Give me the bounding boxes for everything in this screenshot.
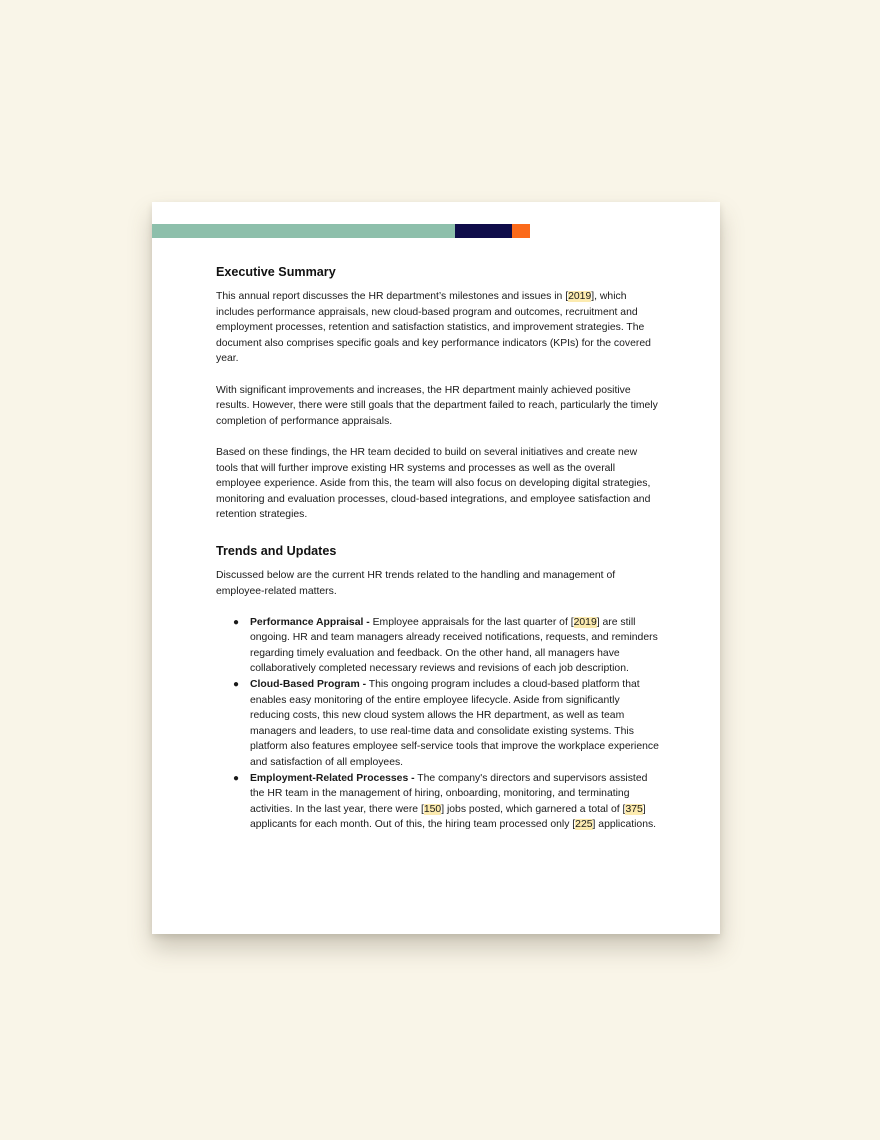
- document-content: [216, 264, 660, 833]
- accent-bar-sage-segment: [152, 224, 455, 238]
- list-item-employment-processes: ● Employment-Related Processes - The company's directors and supervisors assisted the HR team in the management of hiring, onboarding, monitoring, and terminating activities. In the last year, there were [150] jobs posted, which garnered a total of [375] applicants for each month. Out of this, the hiring team processed only [225] applications.: [233, 772, 657, 831]
- executive-summary-paragraph-3: Based on these findings, the HR team decided to build on several initiatives and create new tools that will further improve existing HR systems and processes as well as the overall employee experience. Aside from this, the team will also focus on developing digital strategies, monitoring and evaluation processes, cloud-based integrations, and employee satisfaction and retention strategies.: [216, 446, 651, 521]
- trends-intro: Discussed below are the current HR trends related to the handling and management of employee-related matters.: [216, 569, 616, 597]
- applicants-placeholder: 375: [625, 803, 643, 815]
- accent-bar-navy-segment: [455, 224, 512, 238]
- bullet-icon: ●: [233, 679, 240, 691]
- year-placeholder: 2019: [573, 616, 597, 628]
- bullet-icon: ●: [233, 616, 240, 628]
- trends-list: [216, 615, 660, 833]
- list-item-title: Cloud-Based Program -: [250, 679, 367, 691]
- list-item-performance-appraisal: ● Performance Appraisal - Employee appraisals for the last quarter of [2019] are still ongoing. HR and team managers already received notifications, requests, and reminders regarding timely evaluation and feedback. On the other hand, all managers have collaboratively completed necessary reviews and revisions of each job description.: [233, 616, 658, 675]
- header-accent-bar: [152, 224, 530, 238]
- trends-heading: Trends and Updates: [216, 543, 337, 558]
- executive-summary-heading: Executive Summary: [216, 265, 336, 279]
- document-page: [152, 202, 720, 934]
- list-item-title: Employment-Related Processes -: [250, 772, 415, 784]
- accent-bar-orange-segment: [512, 224, 530, 238]
- executive-summary-paragraph-1: This annual report discusses the HR department’s milestones and issues in [2019], which includes performance appraisals, new cloud-based program and outcomes, recruitment and employment processes, retention and satisfaction statistics, and improvement strategies. The document also comprises specific goals and key performance indicators (KPIs) for the covered year.: [216, 291, 651, 365]
- jobs-posted-placeholder: 150: [423, 803, 442, 815]
- list-item-title: Performance Appraisal -: [250, 616, 370, 628]
- bullet-icon: ●: [233, 772, 240, 784]
- executive-summary-paragraph-2: With significant improvements and increases, the HR department mainly achieved positive results. However, there were still goals that the department failed to reach, particularly the timely completion of performance appraisals.: [216, 384, 658, 427]
- processed-placeholder: 225: [575, 819, 593, 831]
- year-placeholder: 2019: [568, 291, 592, 302]
- list-item-cloud-based-program: ● Cloud-Based Program - This ongoing program includes a cloud-based platform that enables easy monitoring of the entire employee lifecycle. Aside from significantly reducing costs, this new cloud system allows the HR department, as well as team managers and leaders, to use real-time data and consolidate existing systems. This platform also features employee self-service tools that improve the workplace experience and satisfaction of all employees.: [233, 679, 659, 769]
